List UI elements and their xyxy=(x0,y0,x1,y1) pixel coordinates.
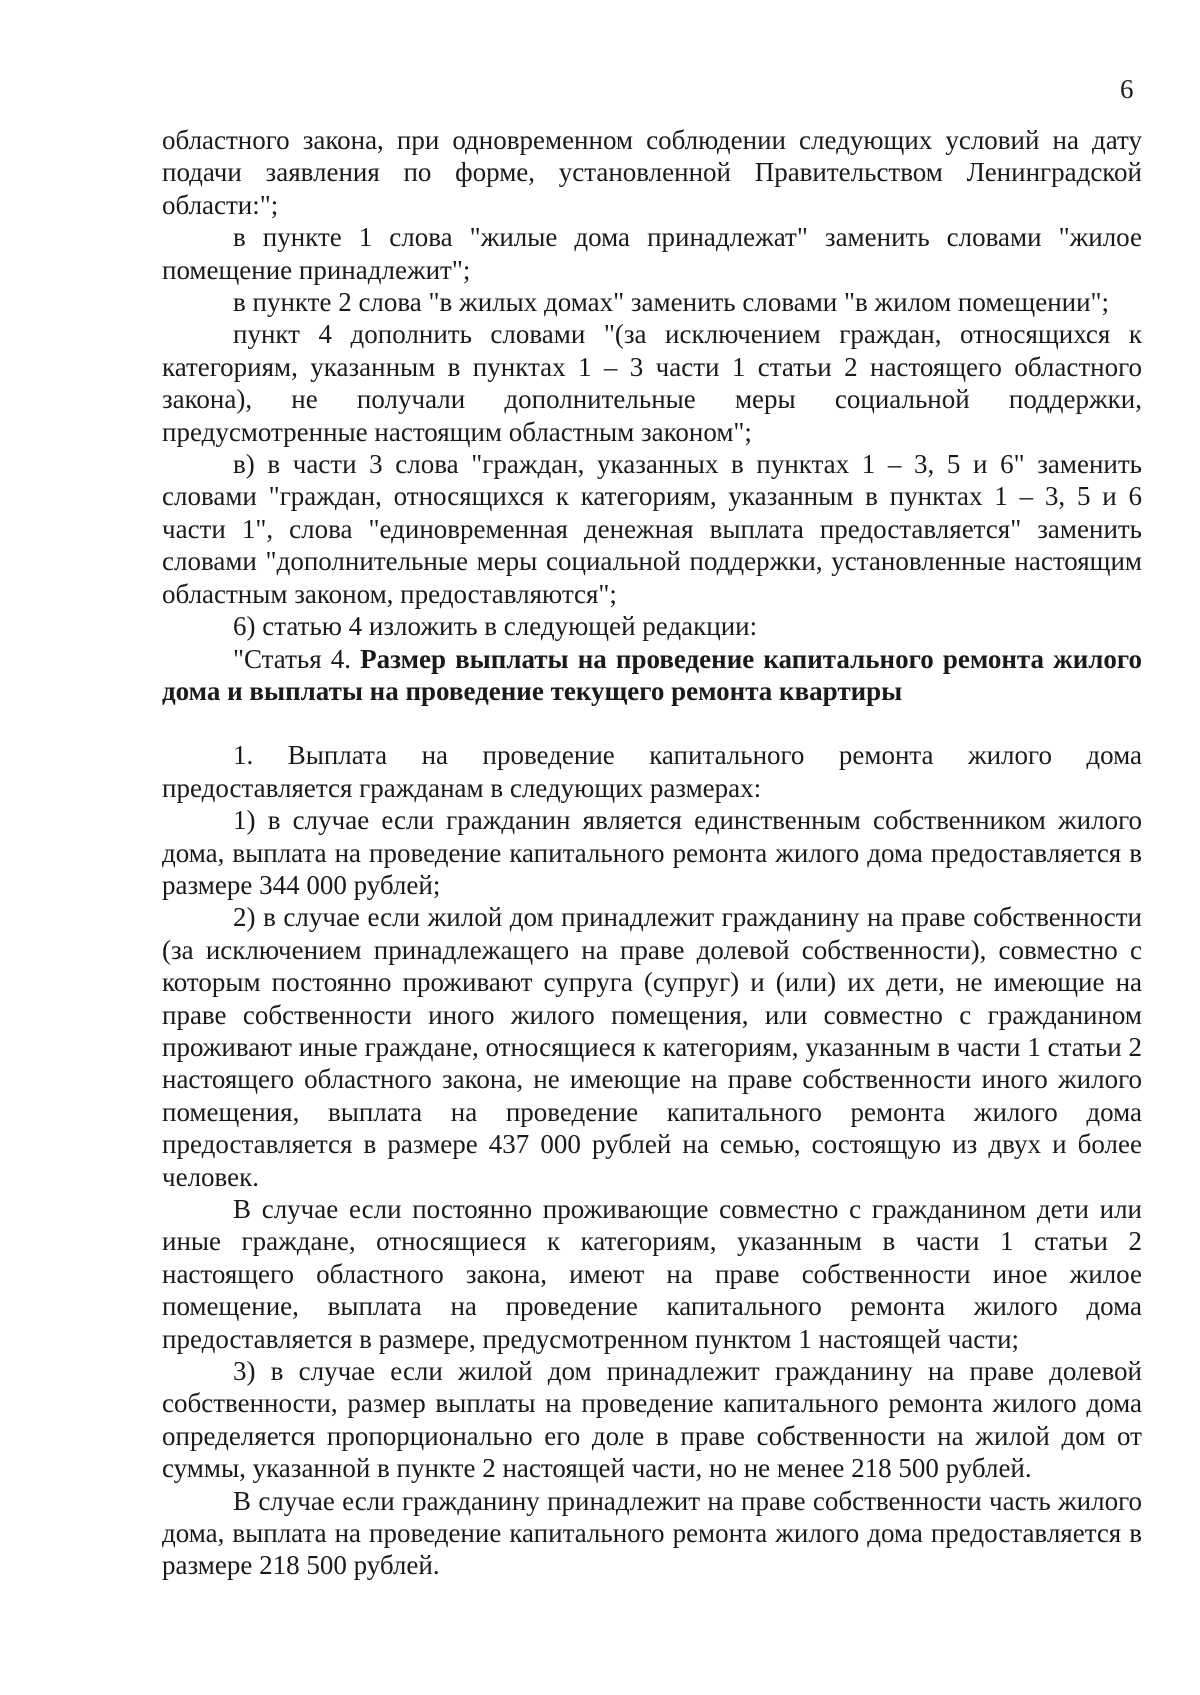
article-heading-title: Размер выплаты на проведение капитального ремонта жилого дома и выплаты на проведение текущего ремонта квартиры xyxy=(162,643,1142,706)
document-body xyxy=(162,124,1142,1582)
article-heading xyxy=(162,643,1142,708)
article-subitem-3: 3) в случае если жилой дом принадлежит гражданину на праве долевой собственности, размер выплаты на проведение капитального ремонта жилого дома определяется пропорционально его доле в праве собственности на жилой дом от суммы, указанной в пункте 2 настоящей части, но не менее 218 500 рублей. xyxy=(162,1356,1142,1484)
paragraph-article-4-intro: 6) статью 4 изложить в следующей редакции: xyxy=(233,611,758,642)
article-paragraph-1: 1. Выплата на проведение капитального ремонта жилого дома предоставляется гражданам в следующих размерах: xyxy=(162,740,1142,803)
paragraph-item-2-amendment: в пункте 2 слова "в жилых домах" заменить словами "в жилом помещении"; xyxy=(233,287,1110,318)
article-heading-prefix: "Статья 4. xyxy=(233,643,361,674)
paragraph-continuation: областного закона, при одновременном соблюдении следующих условий на дату подачи заявления по форме, установленной Правительством Ленинградской области:"; xyxy=(162,125,1142,220)
article-subitem-1: 1) в случае если гражданин является единственным собственником жилого дома, выплата на проведение капитального ремонта жилого дома предоставляется в размере 344 000 рублей; xyxy=(162,805,1142,900)
article-subitem-3-note: В случае если гражданину принадлежит на праве собственности часть жилого дома, выплата на проведение капитального ремонта жилого дома предоставляется в размере 218 500 рублей. xyxy=(162,1485,1142,1581)
article-subitem-2-note: В случае если постоянно проживающие совместно с гражданином дети или иные граждане, относящиеся к категориям, указанным в части 1 статьи 2 настоящего областного закона, имеют на праве собственности иное жилое помещение, выплата на проведение капитального ремонта жилого дома предоставляется в размере, предусмотренном пунктом 1 настоящей части; xyxy=(162,1194,1142,1354)
paragraph-item-1-amendment: в пункте 1 слова "жилые дома принадлежат" заменить словами "жилое помещение принадлежит"; xyxy=(162,222,1142,285)
paragraph-part-3-amendment: в) в части 3 слова "граждан, указанных в пунктах 1 – 3, 5 и 6" заменить словами "граждан, относящихся к категориям, указанным в пунктах 1 – 3, 5 и 6 части 1", слова "единовременная денежная выплата предоставляется" заменить словами "дополнительные меры социальной поддержки, установленные настоящим областным законом, предоставляются"; xyxy=(162,449,1142,609)
page-number: 6 xyxy=(1120,74,1134,104)
paragraph-item-4-amendment: пункт 4 дополнить словами "(за исключением граждан, относящихся к категориям, указанным в пунктах 1 – 3 части 1 статьи 2 настоящего областного закона), не получали дополнительные меры социальной поддержки, предусмотренные настоящим областным законом"; xyxy=(162,319,1142,447)
article-subitem-2: 2) в случае если жилой дом принадлежит гражданину на праве собственности (за исключением принадлежащего на праве долевой собственности), совместно с которым постоянно проживают супруга (супруг) и (или) их дети, не имеющие на праве собственности иного жилого помещения, или совместно с гражданином проживают иные граждане, относящиеся к категориям, указанным в части 1 статьи 2 настоящего областного закона, не имеющие на праве собственности иного жилого помещения, выплата на проведение капитального ремонта жилого дома предоставляется в размере 437 000 рублей на семью, состоящую из двух и более человек. xyxy=(162,902,1142,1192)
